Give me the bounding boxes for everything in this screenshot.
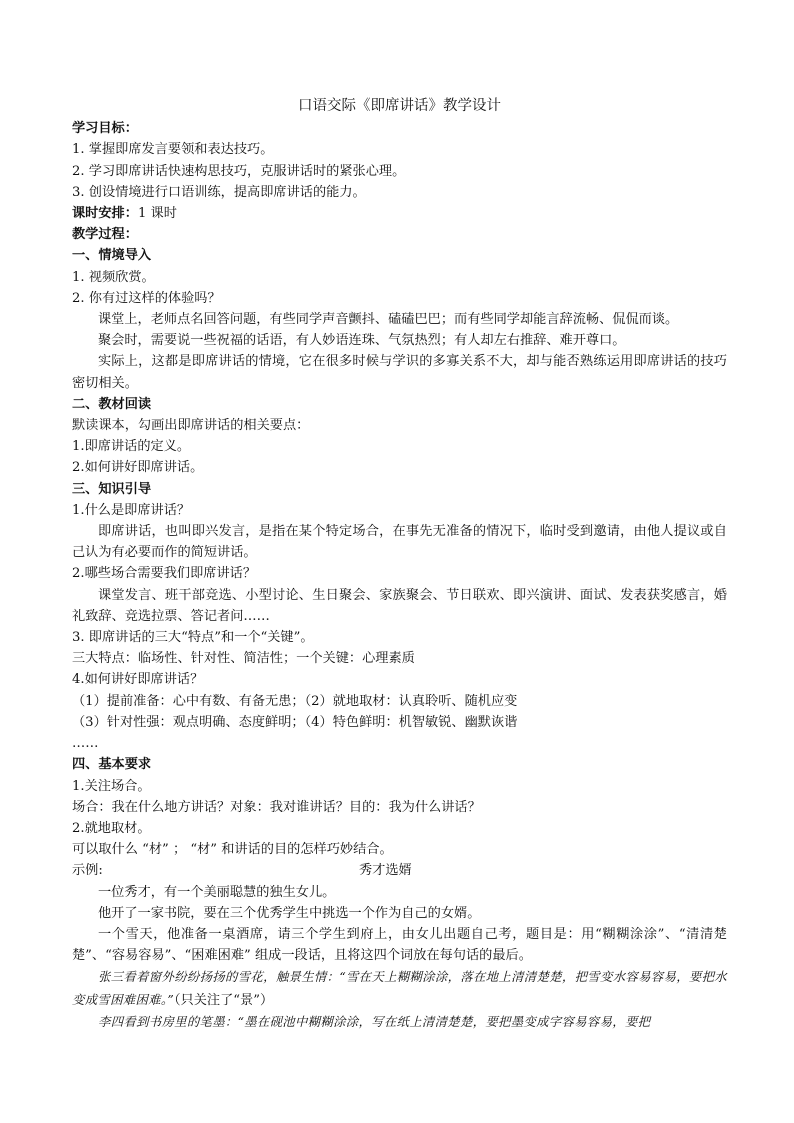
answer: 三大特点：临场性、针对性、简洁性；一个关键：心理素质	[72, 651, 415, 667]
paragraph: 实际上，这都是即席讲话的情境，它在很多时候与学识的多寡关系不大，却与能否熟练运用即席讲话的技巧密切相关。	[72, 354, 727, 391]
zhang-note: （只关注了“景”）	[173, 992, 274, 1008]
story-paragraph: 一位秀才，有一个美丽聪慧的独生女儿。	[98, 884, 336, 900]
goal-item: 3. 创设情境进行口语训练，提高即席讲话的能力。	[72, 184, 366, 200]
schedule-value: 1 课时	[137, 206, 177, 222]
requirement-detail: 可以取什么 “材” ； “材” 和讲话的目的怎样巧妙结合。	[72, 842, 393, 858]
story-paragraph	[72, 966, 727, 1010]
question: 4.如何讲好即席讲话？	[72, 672, 204, 688]
document-title: 口语交际《即席讲话》教学设计	[298, 98, 501, 114]
goal-item: 1. 掌握即席发言要领和表达技巧。	[72, 142, 274, 158]
text-line: 1.即席讲话的定义。	[72, 439, 191, 455]
example-title: 秀才选婿	[359, 863, 412, 879]
paragraph: 聚会时，需要说一些祝福的话语，有人妙语连珠、气氛热烈；有人却左右推辞、难开尊口。	[98, 333, 626, 349]
document-page	[72, 96, 727, 1032]
question: 3. 即席讲话的三大“特点”和一个“关键”。	[72, 630, 314, 646]
section-heading-3: 三、知识引导	[72, 481, 152, 497]
goals-heading: 学习目标：	[72, 121, 138, 137]
list-item: 1. 视频欣赏。	[72, 269, 155, 285]
story-paragraph: 李四看到书房里的笔墨：“墨在砚池中糊糊涂涂，写在纸上清清楚楚，要把墨变成字容易容易，要把	[98, 1013, 651, 1029]
schedule-line	[72, 203, 727, 224]
example-row	[72, 860, 727, 881]
story-paragraph: 一个雪天，他准备一桌酒席，请三个学生到府上，由女儿出题自己考，题目是：用“糊糊涂涂”、“清清楚楚”、“容易容易”、“困难困难” 组成一段话，且将这四个词放在每句话的最后。	[72, 926, 727, 964]
section-heading-2: 二、教材回读	[72, 396, 152, 412]
section-heading-4: 四、基本要求	[72, 757, 152, 773]
tip-line: （3）针对性强：观点明确、态度鲜明；（4）特色鲜明：机智敏锐、幽默诙谐	[72, 714, 518, 730]
paragraph: 课堂上，老师点名回答问题，有些同学声音颤抖、磕磕巴巴；而有些同学却能言辞流畅、侃侃而谈。	[98, 312, 679, 328]
requirement: 2.就地取材。	[72, 820, 151, 836]
requirement-detail: 场合：我在什么地方讲话？对象：我对谁讲话？目的：我为什么讲话？	[72, 799, 481, 815]
section-heading-1: 一、情境导入	[72, 248, 152, 264]
example-label: 示例:	[72, 863, 103, 879]
tip-line: （1）提前准备：心中有数、有备无患；（2）就地取材：认真聆听、随机应变	[72, 693, 518, 709]
schedule-label: 课时安排：	[72, 206, 138, 222]
zhang-quote: 张三看着窗外纷纷扬扬的雪花，触景生情：“雪在天上糊糊涂涂，落在地上清清楚楚，把雪变水容易容易，要把水变成雪困难困难。”	[72, 969, 727, 1007]
answer: 课堂发言、班干部竞选、小型讨论、生日聚会、家族聚会、节日联欢、即兴演讲、面试、发表获奖感言，婚礼致辞、竞选拉票、答记者问……	[72, 587, 727, 624]
process-heading: 教学过程：	[72, 227, 138, 243]
question: 1.什么是即席讲话？	[72, 502, 191, 518]
text-line: 2.如何讲好即席讲话。	[72, 460, 204, 476]
question: 2.哪些场合需要我们即席讲话？	[72, 566, 257, 582]
text-line: 默读课本，勾画出即席讲话的相关要点：	[72, 418, 310, 434]
list-item: 2. 你有过这样的体验吗？	[72, 290, 221, 306]
answer: 即席讲话，也叫即兴发言，是指在某个特定场合，在事先无准备的情况下，临时受到邀请，由他人提议或自己认为有必要而作的简短讲话。	[72, 524, 727, 561]
ellipsis: ……	[72, 736, 99, 752]
goal-item: 2. 学习即席讲话快速构思技巧，克服讲话时的紧张心理。	[72, 163, 406, 179]
requirement: 1.关注场合。	[72, 778, 151, 794]
story-paragraph: 他开了一家书院，要在三个优秀学生中挑选一个作为自己的女婿。	[98, 905, 481, 921]
